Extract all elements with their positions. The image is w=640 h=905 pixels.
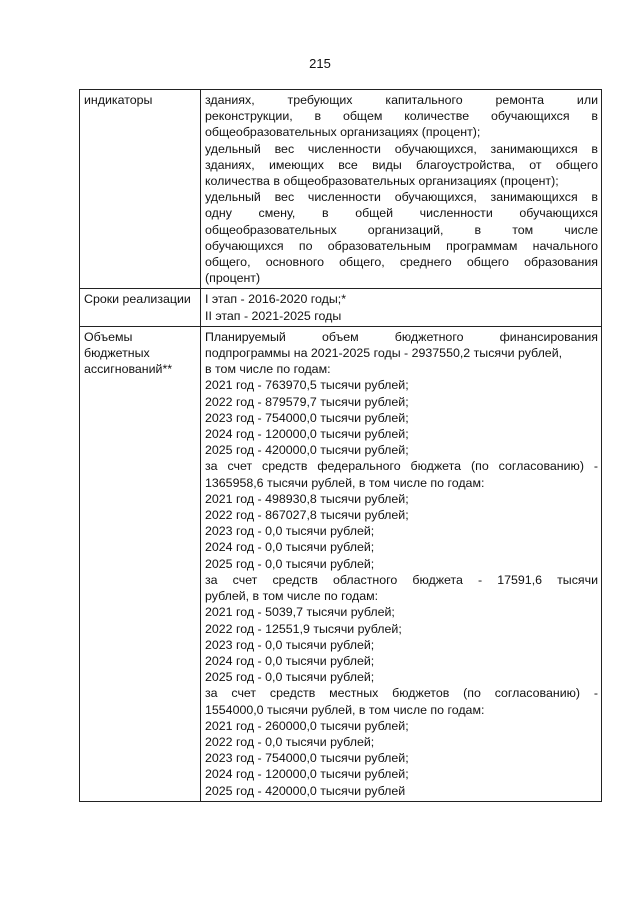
text-line: 2022 год - 12551,9 тысячи рублей;: [205, 621, 402, 636]
text-line: 2024 год - 0,0 тысячи рублей;: [205, 540, 375, 555]
text-line: удельный вес численности обучающихся, занимающихся в: [205, 190, 598, 205]
table-row-budget-allocations: [80, 326, 602, 801]
row-content: [201, 326, 602, 801]
text-line: 2024 год - 120000,0 тысячи рублей;: [205, 427, 409, 442]
subprogram-passport-table: [79, 89, 602, 802]
row-content: [201, 289, 602, 326]
text-line: 1365958,6 тысячи рублей, в том числе по годам:: [205, 475, 485, 490]
row-label: Сроки реализации: [80, 289, 201, 326]
text-line: одну смену, в общей численности обучающихся: [205, 206, 598, 221]
table-row-implementation-period: [80, 289, 602, 326]
text-line: 2024 год - 0,0 тысячи рублей;: [205, 653, 375, 668]
text-line: Планируемый объем бюджетного финансирования: [205, 329, 598, 344]
text-line: 2022 год - 867027,8 тысячи рублей;: [205, 508, 409, 523]
text-line: общего, основного общего, среднего общего образования: [205, 255, 598, 270]
text-line: 1554000,0 тысячи рублей, в том числе по годам:: [205, 702, 485, 717]
text-line: за счет средств федерального бюджета (по согласованию) -: [205, 459, 598, 474]
text-line: 2021 год - 5039,7 тысячи рублей;: [205, 605, 395, 620]
text-line: 2021 год - 260000,0 тысячи рублей;: [205, 718, 409, 733]
text-line: 2023 год - 0,0 тысячи рублей;: [205, 637, 375, 652]
text-line: 2023 год - 754000,0 тысячи рублей;: [205, 751, 409, 766]
text-line: (процент): [205, 271, 261, 286]
text-line: 2025 год - 0,0 тысячи рублей;: [205, 556, 375, 571]
text-line: за счет средств областного бюджета - 17591,6 тысячи: [205, 572, 598, 587]
text-line: рублей, в том числе по годам:: [205, 589, 379, 604]
text-line: 2025 год - 420000,0 тысячи рублей: [205, 783, 406, 798]
text-line: II этап - 2021-2025 годы: [205, 308, 342, 323]
text-line: 2023 год - 0,0 тысячи рублей;: [205, 524, 375, 539]
text-line: 2025 год - 0,0 тысячи рублей;: [205, 670, 375, 685]
text-line: 2025 год - 420000,0 тысячи рублей;: [205, 443, 409, 458]
text-line: 2022 год - 879579,7 тысячи рублей;: [205, 394, 409, 409]
row-content: [201, 90, 602, 289]
text-line: 2023 год - 754000,0 тысячи рублей;: [205, 410, 409, 425]
text-line: обучающихся по образовательным программам начального: [205, 238, 598, 253]
text-line: зданиях, имеющих все виды благоустройства, от общего: [205, 157, 598, 172]
table-row-indicators: [80, 90, 602, 289]
row-label: индикаторы: [80, 90, 201, 289]
text-line: удельный вес численности обучающихся, занимающихся в: [205, 141, 598, 156]
text-line: в том числе по годам:: [205, 362, 331, 377]
row-label: Объемы бюджетных ассигнований**: [80, 326, 201, 801]
text-line: I этап - 2016-2020 годы;*: [205, 292, 347, 307]
text-line: 2022 год - 0,0 тысячи рублей;: [205, 734, 375, 749]
text-line: за счет средств местных бюджетов (по согласованию) -: [205, 686, 598, 701]
text-line: зданиях, требующих капитального ремонта или: [205, 93, 598, 107]
page-number: 215: [309, 56, 331, 71]
text-line: общеобразовательных организациях (процент);: [205, 125, 481, 140]
text-line: подпрограммы на 2021-2025 годы - 2937550,2 тысячи рублей,: [205, 346, 563, 361]
text-line: общеобразовательных организаций, в том числе: [205, 222, 598, 237]
text-line: 2021 год - 763970,5 тысячи рублей;: [205, 378, 409, 393]
text-line: количества в общеобразовательных организациях (процент);: [205, 174, 559, 189]
text-line: 2024 год - 120000,0 тысячи рублей;: [205, 767, 409, 782]
text-line: 2021 год - 498930,8 тысячи рублей;: [205, 491, 409, 506]
text-line: реконструкции, в общем количестве обучающихся в: [205, 109, 598, 124]
